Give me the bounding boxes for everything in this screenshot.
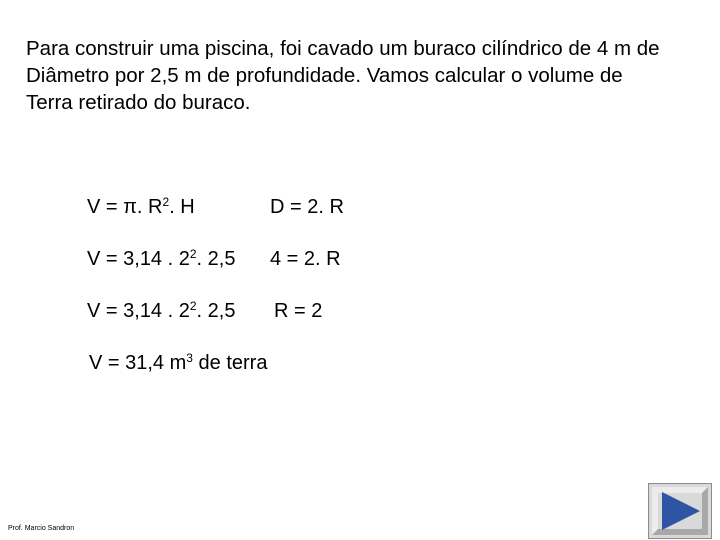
volume-formula-tail: . H <box>169 196 195 218</box>
volume-result-exponent: 3 <box>186 351 193 365</box>
problem-line-3: Terra retirado do buraco. <box>26 91 251 114</box>
problem-line-2: Diâmetro por 2,5 m de profundidade. Vamos calcular o volume de <box>26 64 623 87</box>
volume-substitution-base: V = 3,14 . 2 <box>87 248 190 270</box>
volume-substitution-exponent: 2 <box>189 247 197 261</box>
diameter-substitution: 4 = 2. R <box>270 248 341 270</box>
volume-result-base: V = 31,4 m <box>89 352 187 374</box>
author-credit: Prof. Marcio Sandron <box>8 525 75 532</box>
volume-formula <box>87 195 195 221</box>
volume-formula-base: V = π. R <box>87 196 163 218</box>
volume-substitution-repeat-exponent: 2 <box>189 299 197 313</box>
radius-result: R = 2 <box>274 300 323 322</box>
problem-statement <box>26 35 706 116</box>
play-triangle-right-icon <box>649 484 711 538</box>
volume-result <box>89 351 267 377</box>
volume-substitution <box>87 247 235 273</box>
volume-substitution-tail: . 2,5 <box>196 248 236 270</box>
volume-result-tail: de terra <box>192 352 268 374</box>
next-slide-button[interactable] <box>648 483 712 539</box>
volume-formula-exponent: 2 <box>162 195 170 209</box>
volume-substitution-repeat <box>87 299 235 325</box>
volume-substitution-repeat-base: V = 3,14 . 2 <box>87 300 190 322</box>
volume-substitution-repeat-tail: . 2,5 <box>196 300 236 322</box>
problem-line-1: Para construir uma piscina, foi cavado um buraco cilíndrico de 4 m de <box>26 37 660 60</box>
diameter-formula: D = 2. R <box>270 196 344 218</box>
